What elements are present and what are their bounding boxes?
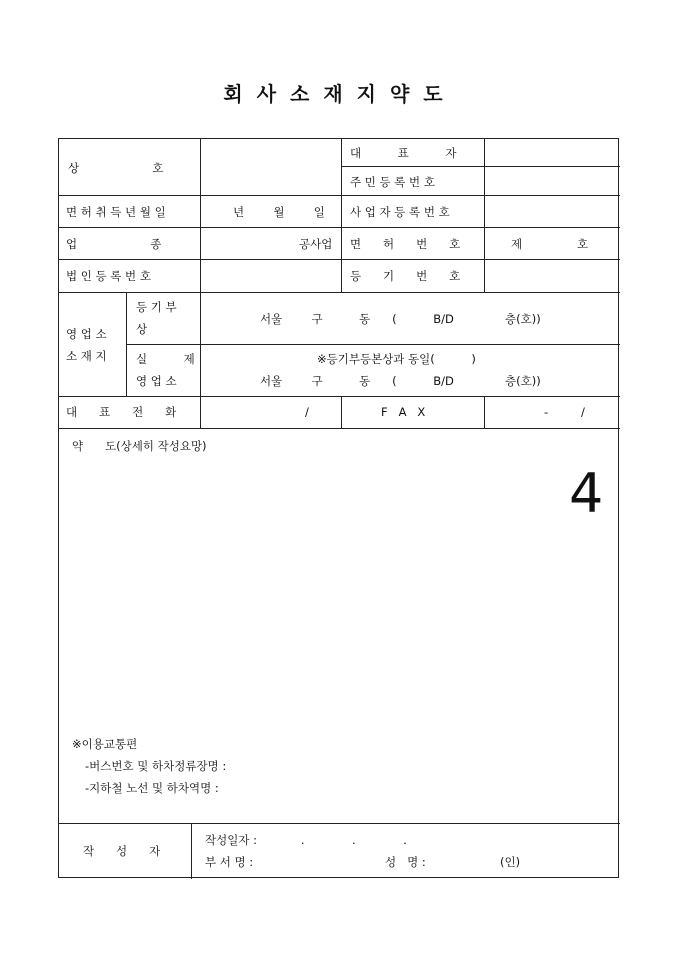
license-no-value: 제 호 [511,237,589,251]
row-divider [59,428,620,429]
registry-label-1: 등 기 부 [136,300,177,314]
row-divider [341,166,620,167]
company-name-label: 상 호 [68,161,164,175]
registry-label-2: 상 [136,322,148,336]
col-divider [341,139,342,292]
col-divider [126,292,127,396]
license-date-label: 면 허 취 득 년 월 일 [66,205,166,219]
office-location-label-1: 영 업 소 [66,327,107,341]
corp-reg-label: 법 인 등 록 번 호 [66,269,151,283]
col-divider [200,139,201,292]
name-label: 성 명 : [385,855,426,869]
business-type-value: 공사업 [299,237,333,251]
row-divider [59,292,620,293]
row-divider [59,195,620,196]
actual-address: 서울 구 동 ( B/D 층(호)) [260,374,541,388]
business-reg-label: 사 업 자 등 록 번 호 [350,205,450,219]
license-date-value: 년 월 일 [233,205,325,219]
seal-label: (인) [500,855,521,869]
license-no-label: 면 허 번 호 [350,237,461,251]
form-frame [58,138,619,878]
actual-label-1: 실 제 [136,352,195,366]
row-divider [59,396,620,397]
actual-note: ※등기부등본상과 동일( ) [317,352,476,366]
fax-value: - / [544,405,585,419]
page-marker: 4 [569,462,604,525]
col-divider [484,396,485,428]
col-divider [200,292,201,428]
row-divider [59,227,620,228]
page-title: 회사소재지약도 [223,82,457,106]
date-line: 작성일자 : . . . [205,833,407,847]
col-divider [484,139,485,292]
registry-address: 서울 구 동 ( B/D 층(호)) [260,312,541,326]
transport-title: ※이용교통편 [72,737,138,751]
business-type-label: 업 종 [66,237,162,251]
fax-label: F A X [381,405,426,419]
row-divider [59,823,620,824]
row-divider [59,259,620,260]
resident-no-label: 주 민 등 록 번 호 [350,175,435,189]
subway-line: -지하철 노선 및 하차역명 : [85,781,219,795]
office-location-label-2: 소 재 지 [66,349,107,363]
dept-label: 부 서 명 : [205,855,254,869]
phone-label: 대 표 전 화 [66,405,177,419]
actual-label-2: 영 업 소 [136,374,177,388]
author-label: 작 성 자 [83,844,161,858]
registry-no-label: 등 기 번 호 [350,269,461,283]
col-divider [341,396,342,428]
phone-value: / [305,405,309,419]
map-label: 약 도(상세히 작성요망) [72,439,207,453]
representative-label: 대 표 자 [350,146,457,160]
bus-line: -버스번호 및 하차정류장명 : [85,759,227,773]
col-divider [191,823,192,879]
